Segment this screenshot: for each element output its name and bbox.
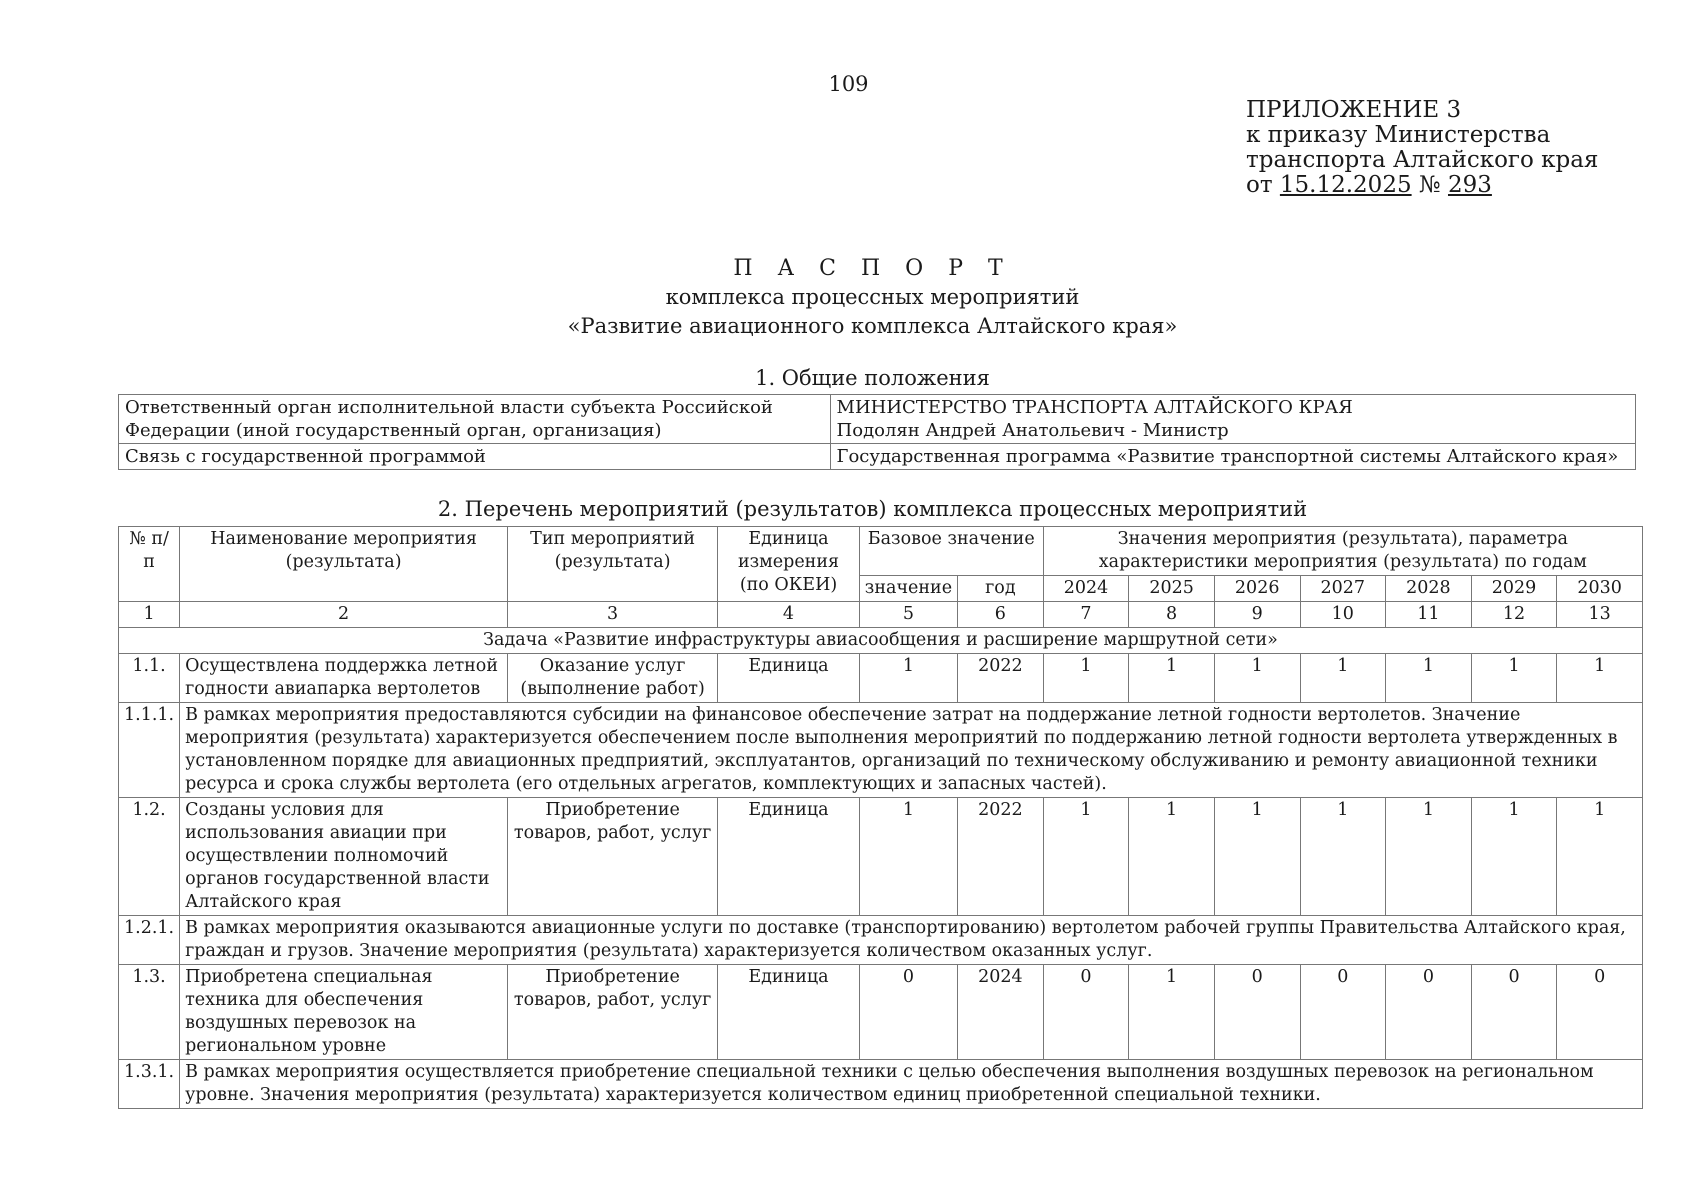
item-base-value: 0 bbox=[859, 965, 957, 1060]
column-number: 5 bbox=[859, 602, 957, 628]
table-row bbox=[119, 395, 1636, 444]
table-cell-value bbox=[830, 395, 1635, 444]
table-row bbox=[119, 654, 1643, 703]
column-number: 4 bbox=[718, 602, 860, 628]
item-value: 1 bbox=[1129, 654, 1215, 703]
description-text: В рамках мероприятия предоставляются субсидии на финансовое обеспечение затрат на поддержание летной годности вертолетов. Значение мероприятия (результата) характеризуется обеспечением после выполнения мероприятий по поддержанию летной годности вертолета утвержденных в установленном порядке для авиационных предприятий, эксплуатантов, организаций по техническому обслуживанию и ремонту авиационной техники ресурса и срока службы вертолета (его отдельных агрегатов, комплектующих и запасных частей). bbox=[180, 703, 1643, 798]
item-unit: Единица bbox=[718, 965, 860, 1060]
responsible-body: МИНИСТЕРСТВО ТРАНСПОРТА АЛТАЙСКОГО КРАЯ bbox=[836, 397, 1353, 418]
task-cell: Задача «Развитие инфраструктуры авиасообщения и расширение маршрутной сети» bbox=[119, 628, 1643, 654]
table-row bbox=[119, 444, 1636, 470]
item-value: 1 bbox=[1129, 965, 1215, 1060]
column-number: 3 bbox=[508, 602, 718, 628]
header-base-year: год bbox=[958, 576, 1044, 602]
passport-title-block bbox=[0, 254, 1697, 341]
description-row bbox=[119, 703, 1643, 798]
item-value: 0 bbox=[1557, 965, 1643, 1060]
table-header-row bbox=[119, 527, 1643, 576]
item-num: 1.1. bbox=[119, 654, 180, 703]
header-name: Наименование мероприятия (результата) bbox=[180, 527, 508, 602]
item-value: 0 bbox=[1471, 965, 1557, 1060]
appendix-date-line bbox=[1246, 173, 1598, 198]
header-year: 2024 bbox=[1043, 576, 1129, 602]
header-year: 2029 bbox=[1471, 576, 1557, 602]
item-value: 1 bbox=[1043, 798, 1129, 916]
table-cell-value: Государственная программа «Развитие транспортной системы Алтайского края» bbox=[830, 444, 1635, 470]
item-value: 1 bbox=[1300, 798, 1386, 916]
header-type: Тип мероприятий (результата) bbox=[508, 527, 718, 602]
item-value: 0 bbox=[1386, 965, 1472, 1060]
header-year: 2028 bbox=[1386, 576, 1472, 602]
appendix-line-1: к приказу Министерства bbox=[1246, 122, 1551, 148]
passport-title: П А С П О Р Т bbox=[733, 256, 1012, 281]
item-unit: Единица bbox=[718, 798, 860, 916]
table-cell-label: Связь с государственной программой bbox=[119, 444, 831, 470]
column-number: 13 bbox=[1557, 602, 1643, 628]
item-value: 1 bbox=[1214, 798, 1300, 916]
item-value: 1 bbox=[1471, 798, 1557, 916]
appendix-date-prefix: от bbox=[1246, 172, 1273, 198]
appendix-block bbox=[1246, 98, 1598, 198]
header-values: Значения мероприятия (результата), параметра характеристики мероприятия (результата) по годам bbox=[1043, 527, 1642, 576]
description-row bbox=[119, 1060, 1643, 1109]
section-2-heading: 2. Перечень мероприятий (результатов) комплекса процессных мероприятий bbox=[437, 497, 1308, 521]
appendix-line-2: транспорта Алтайского края bbox=[1246, 147, 1599, 173]
item-value: 1 bbox=[1386, 654, 1472, 703]
column-number: 1 bbox=[119, 602, 180, 628]
item-value: 1 bbox=[1043, 654, 1129, 703]
appendix-date: 15.12.2025 bbox=[1279, 172, 1412, 198]
page-number: 109 bbox=[828, 72, 869, 96]
item-base-year: 2024 bbox=[958, 965, 1044, 1060]
appendix-number-sign: № bbox=[1418, 172, 1441, 198]
general-provisions-table bbox=[118, 394, 1636, 470]
table-cell-label: Ответственный орган исполнительной власти субъекта Российской Федерации (иной государственный орган, организация) bbox=[119, 395, 831, 444]
item-name: Созданы условия для использования авиации при осуществлении полномочий органов государственной власти Алтайского края bbox=[180, 798, 508, 916]
item-value: 1 bbox=[1386, 798, 1472, 916]
header-num: № п/п bbox=[119, 527, 180, 602]
item-base-value: 1 bbox=[859, 798, 957, 916]
header-year: 2027 bbox=[1300, 576, 1386, 602]
item-value: 0 bbox=[1300, 965, 1386, 1060]
item-name: Осуществлена поддержка летной годности авиапарка вертолетов bbox=[180, 654, 508, 703]
item-num: 1.3. bbox=[119, 965, 180, 1060]
description-num: 1.2.1. bbox=[119, 916, 180, 965]
header-base: Базовое значение bbox=[859, 527, 1043, 576]
item-value: 0 bbox=[1043, 965, 1129, 1060]
column-number: 7 bbox=[1043, 602, 1129, 628]
responsible-person: Подолян Андрей Анатольевич - Министр bbox=[836, 420, 1229, 441]
item-base-value: 1 bbox=[859, 654, 957, 703]
column-number: 10 bbox=[1300, 602, 1386, 628]
header-unit: Единица измерения (по ОКЕИ) bbox=[718, 527, 860, 602]
column-number: 11 bbox=[1386, 602, 1472, 628]
item-value: 1 bbox=[1471, 654, 1557, 703]
measures-table bbox=[118, 526, 1643, 1109]
description-text: В рамках мероприятия осуществляется приобретение специальной техники с целью обеспечения выполнения воздушных перевозок на региональном уровне. Значения мероприятия (результата) характеризуется количеством единиц приобретенной специальной техники. bbox=[180, 1060, 1643, 1109]
passport-subtitle-2: «Развитие авиационного комплекса Алтайского края» bbox=[567, 314, 1178, 338]
appendix-title: ПРИЛОЖЕНИЕ 3 bbox=[1246, 97, 1462, 123]
item-value: 0 bbox=[1214, 965, 1300, 1060]
item-base-year: 2022 bbox=[958, 654, 1044, 703]
column-number-row bbox=[119, 602, 1643, 628]
description-num: 1.1.1. bbox=[119, 703, 180, 798]
column-number: 12 bbox=[1471, 602, 1557, 628]
item-value: 1 bbox=[1214, 654, 1300, 703]
item-type: Приобретение товаров, работ, услуг bbox=[508, 965, 718, 1060]
description-row bbox=[119, 916, 1643, 965]
column-number: 6 bbox=[958, 602, 1044, 628]
item-type: Оказание услуг (выполнение работ) bbox=[508, 654, 718, 703]
item-unit: Единица bbox=[718, 654, 860, 703]
header-year: 2030 bbox=[1557, 576, 1643, 602]
header-year: 2025 bbox=[1129, 576, 1215, 602]
item-num: 1.2. bbox=[119, 798, 180, 916]
table-row bbox=[119, 965, 1643, 1060]
task-row bbox=[119, 628, 1643, 654]
item-value: 1 bbox=[1557, 798, 1643, 916]
item-name: Приобретена специальная техника для обеспечения воздушных перевозок на региональном уровне bbox=[180, 965, 508, 1060]
header-year: 2026 bbox=[1214, 576, 1300, 602]
item-base-year: 2022 bbox=[958, 798, 1044, 916]
item-value: 1 bbox=[1300, 654, 1386, 703]
column-number: 2 bbox=[180, 602, 508, 628]
description-num: 1.3.1. bbox=[119, 1060, 180, 1109]
item-value: 1 bbox=[1557, 654, 1643, 703]
column-number: 9 bbox=[1214, 602, 1300, 628]
passport-subtitle-1: комплекса процессных мероприятий bbox=[665, 285, 1080, 309]
section-1-heading: 1. Общие положения bbox=[755, 366, 990, 390]
header-base-value: значение bbox=[859, 576, 957, 602]
column-number: 8 bbox=[1129, 602, 1215, 628]
table-row bbox=[119, 798, 1643, 916]
description-text: В рамках мероприятия оказываются авиационные услуги по доставке (транспортированию) вертолетом рабочей группы Правительства Алтайского края, граждан и грузов. Значение мероприятия (результата) характеризуется количеством оказанных услуг. bbox=[180, 916, 1643, 965]
item-type: Приобретение товаров, работ, услуг bbox=[508, 798, 718, 916]
item-value: 1 bbox=[1129, 798, 1215, 916]
appendix-number: 293 bbox=[1447, 172, 1492, 198]
